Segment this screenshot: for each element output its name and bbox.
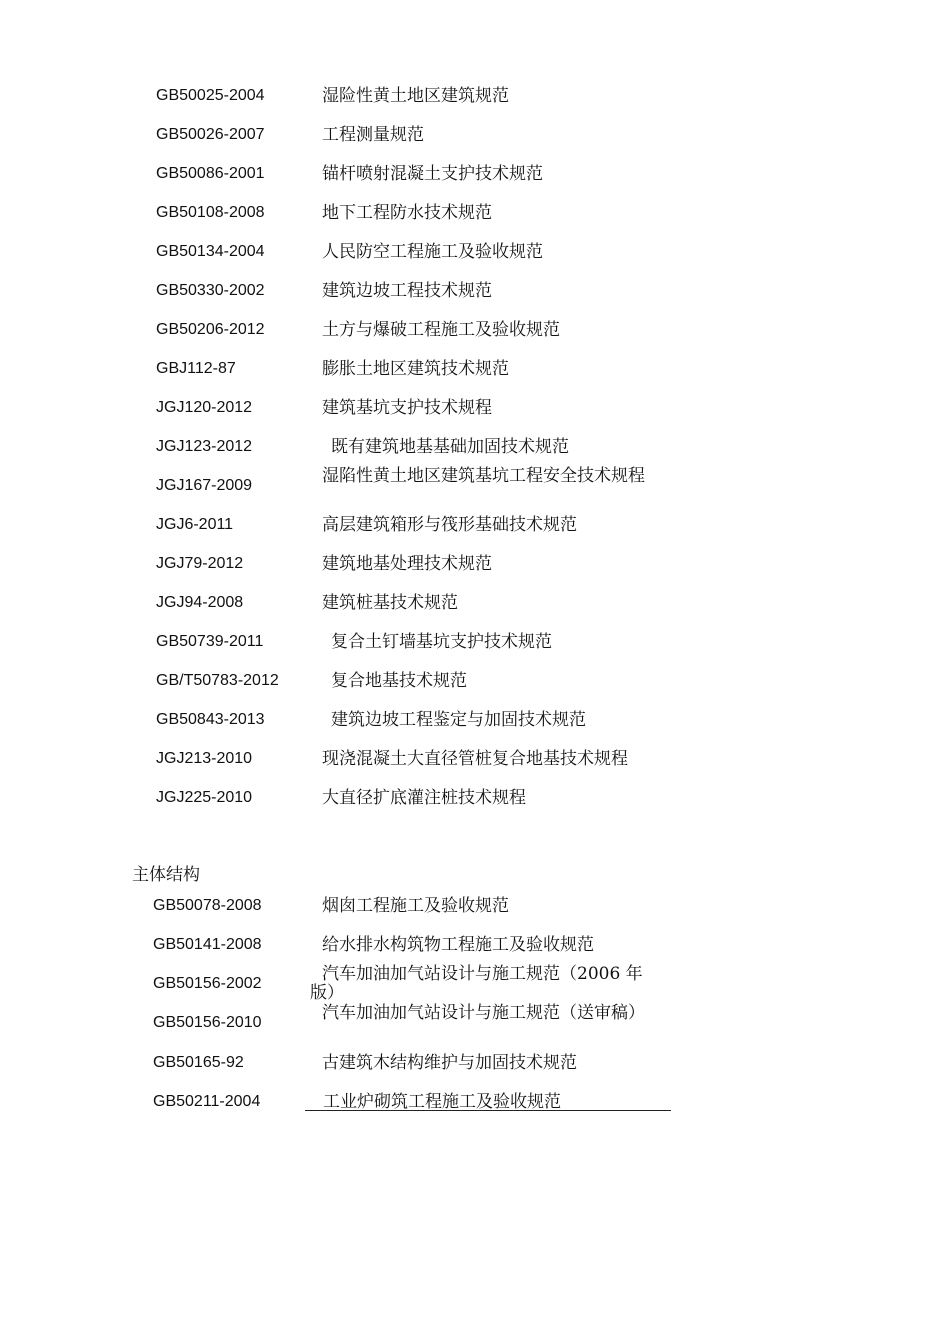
standard-title: 汽车加油加气站设计与施工规范（2006 年版）	[310, 964, 643, 1003]
list-item	[0, 164, 950, 203]
standard-title: 复合地基技术规范	[331, 671, 467, 691]
table-bottom-rule	[305, 1110, 671, 1111]
standard-code: JGJ94-2008	[156, 594, 244, 611]
list-item	[0, 320, 950, 359]
standard-code: GB50025-2004	[156, 87, 265, 104]
standard-code: GBJ112-87	[156, 360, 236, 377]
standard-code: GB50739-2011	[156, 633, 264, 650]
standard-code: GB50165-92	[153, 1054, 244, 1071]
standard-title: 汽车加油加气站设计与施工规范（送审稿）	[322, 1003, 645, 1023]
standard-code: GB50086-2001	[156, 165, 265, 182]
standard-code: JGJ167-2009	[156, 477, 253, 494]
list-item	[0, 359, 950, 398]
standard-code: GB50156-2010	[153, 1014, 262, 1031]
standard-title: 现浇混凝土大直径管桩复合地基技术规程	[322, 749, 628, 769]
standard-code: GB/T50783-2012	[156, 672, 279, 689]
list-item	[0, 281, 950, 320]
standard-title: 既有建筑地基基础加固技术规范	[331, 437, 569, 457]
standard-code: JGJ120-2012	[156, 399, 253, 416]
list-item	[0, 125, 950, 164]
standard-code: JGJ6-2011	[156, 516, 234, 533]
list-item	[0, 593, 950, 632]
standard-code: JGJ213-2010	[156, 750, 253, 767]
standard-title: 湿险性黄土地区建筑规范	[322, 86, 509, 106]
standard-title: 高层建筑箱形与筏形基础技术规范	[322, 515, 577, 535]
standard-code: GB50134-2004	[156, 243, 265, 260]
list-item	[0, 242, 950, 281]
list-item	[0, 788, 950, 827]
standard-title: 工程测量规范	[322, 125, 424, 145]
standard-title: 工业炉砌筑工程施工及验收规范	[323, 1092, 561, 1112]
standard-title: 锚杆喷射混凝土支护技术规范	[322, 164, 543, 184]
list-item	[0, 749, 950, 788]
list-item	[0, 671, 950, 710]
standard-code: GB50078-2008	[153, 897, 262, 914]
standard-title: 复合土钉墙基坑支护技术规范	[331, 632, 552, 652]
standard-code: JGJ123-2012	[156, 438, 253, 455]
standard-title: 建筑边坡工程技术规范	[322, 281, 492, 301]
standard-code: GB50108-2008	[156, 204, 265, 221]
list-item	[0, 1092, 950, 1131]
standard-title: 建筑地基处理技术规范	[322, 554, 492, 574]
standard-code: JGJ225-2010	[156, 789, 253, 806]
standard-title: 地下工程防水技术规范	[322, 203, 492, 223]
list-item	[0, 398, 950, 437]
standard-code: GB50206-2012	[156, 321, 265, 338]
standard-title: 建筑边坡工程鉴定与加固技术规范	[331, 710, 586, 730]
standard-code: GB50156-2002	[153, 975, 262, 992]
standard-title: 烟囱工程施工及验收规范	[322, 896, 509, 916]
list-item	[0, 86, 950, 125]
list-item	[0, 1053, 950, 1092]
list-item	[0, 710, 950, 749]
standard-title: 人民防空工程施工及验收规范	[322, 242, 543, 262]
standard-code: JGJ79-2012	[156, 555, 244, 572]
list-item	[0, 466, 950, 515]
standard-code: GB50141-2008	[153, 936, 262, 953]
standard-title: 土方与爆破工程施工及验收规范	[322, 320, 560, 340]
standard-title: 大直径扩底灌注桩技术规程	[322, 788, 526, 808]
standard-title: 建筑基坑支护技术规程	[322, 398, 492, 418]
standard-title: 古建筑木结构维护与加固技术规范	[322, 1053, 577, 1073]
list-item	[0, 632, 950, 671]
standard-title: 膨胀土地区建筑技术规范	[322, 359, 509, 379]
list-item	[0, 515, 950, 554]
standard-code: GB50026-2007	[156, 126, 265, 143]
section-heading: 主体结构	[132, 865, 200, 885]
list-item	[0, 203, 950, 242]
standard-title: 湿陷性黄土地区建筑基坑工程安全技术规程	[322, 466, 645, 486]
standard-title: 建筑桩基技术规范	[322, 593, 458, 613]
list-item	[0, 554, 950, 593]
list-item	[0, 896, 950, 935]
list-item	[0, 1003, 950, 1052]
standard-title: 给水排水构筑物工程施工及验收规范	[322, 935, 594, 955]
standard-code: GB50843-2013	[156, 711, 265, 728]
standard-code: GB50330-2002	[156, 282, 265, 299]
standard-code: GB50211-2004	[153, 1093, 261, 1110]
